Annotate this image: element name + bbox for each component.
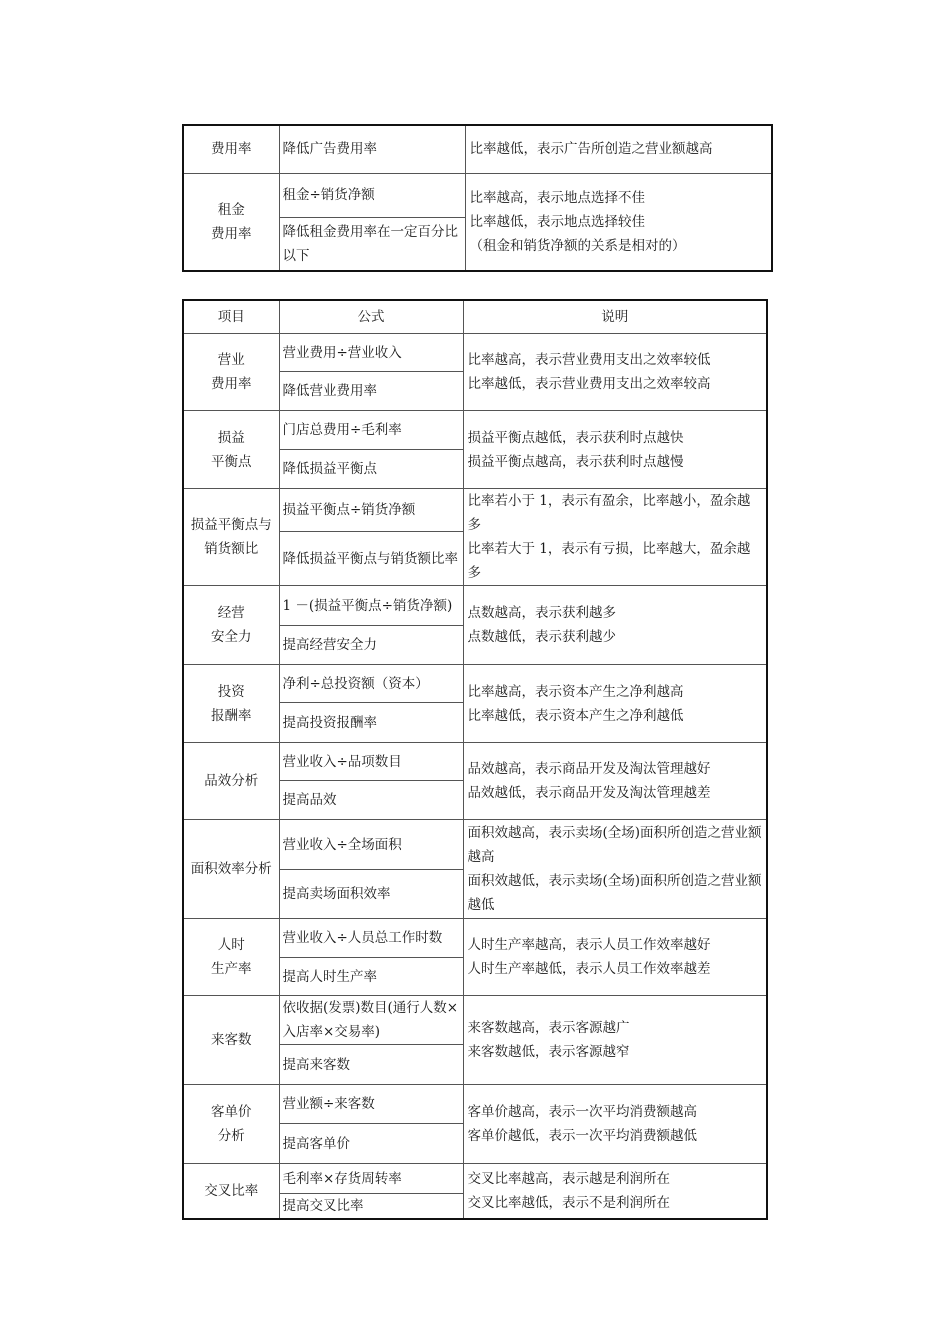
desc-cell xyxy=(463,411,767,489)
item-label-line: 费用率 xyxy=(211,376,252,392)
item-label-line: 生产率 xyxy=(211,961,252,977)
desc-cell xyxy=(463,665,767,743)
formula-cell: 降低损益平衡点 xyxy=(279,450,463,489)
desc-line: 来客数越低，表示客源越窄 xyxy=(467,1044,630,1060)
item-label-line: 平衡点 xyxy=(211,453,252,470)
formula-cell: 营业收入÷全场面积 xyxy=(279,820,463,870)
desc-line: 面积效越高，表示卖场(全场)面积所创造之营业额越高 xyxy=(467,825,762,865)
desc-line: 比率越低，表示地点选择较佳 xyxy=(469,213,645,230)
item-label-line: 人时 xyxy=(217,937,245,953)
desc-cell xyxy=(463,1164,767,1220)
item-cell xyxy=(183,411,279,489)
desc-cell xyxy=(463,334,767,411)
desc-cell xyxy=(463,586,767,665)
desc-line: 交叉比率越高，表示越是利润所在 xyxy=(467,1171,670,1187)
item-cell xyxy=(183,820,279,919)
top-ratio-table xyxy=(182,124,773,272)
formula-cell: 净利÷总投资额（资本） xyxy=(279,665,463,703)
formula-cell: 降低广告费用率 xyxy=(279,125,465,173)
desc-line: 客单价越低，表示一次平均消费额越低 xyxy=(467,1128,697,1144)
desc-cell xyxy=(465,173,772,271)
item-cell xyxy=(183,1085,279,1164)
desc-line: 损益平衡点越高，表示获利时点越慢 xyxy=(467,453,684,470)
desc-line: 比率若小于 1，表示有盈余，比率越小，盈余越多 xyxy=(467,493,751,533)
desc-line: 点数越高，表示获利越多 xyxy=(467,605,616,621)
formula-cell: 损益平衡点÷销货净额 xyxy=(279,489,463,532)
formula-cell: 降低营业费用率 xyxy=(279,372,463,411)
item-cell xyxy=(183,173,279,271)
item-label-line: 销货额比 xyxy=(204,541,259,557)
formula-cell: 营业额÷来客数 xyxy=(279,1085,463,1124)
header-item: 项目 xyxy=(183,300,279,334)
desc-line: 人时生产率越高，表示人员工作效率越好 xyxy=(467,937,711,953)
formula-cell: 提高卖场面积效率 xyxy=(279,870,463,919)
item-cell xyxy=(183,489,279,586)
item-label-line: 报酬率 xyxy=(211,707,252,724)
item-cell xyxy=(183,996,279,1085)
formula-cell: 营业收入÷品项数目 xyxy=(279,743,463,781)
item-label-line: 分析 xyxy=(217,1128,245,1144)
formula-cell: 营业费用÷营业收入 xyxy=(279,334,463,372)
item-cell xyxy=(183,919,279,996)
desc-line: 损益平衡点越低，表示获利时点越快 xyxy=(467,429,684,446)
item-label-line: 品效分析 xyxy=(204,773,259,789)
item-cell xyxy=(183,586,279,665)
formula-cell: 提高品效 xyxy=(279,781,463,820)
desc-line: 比率越低，表示广告所创造之营业额越高 xyxy=(469,141,713,158)
item-cell xyxy=(183,743,279,820)
item-label-line2: 费用率 xyxy=(211,225,252,242)
item-label-line: 损益平衡点与 xyxy=(190,517,272,533)
formula-cell: 门店总费用÷毛利率 xyxy=(279,411,463,450)
desc-line: 比率越低，表示营业费用支出之效率较高 xyxy=(467,376,711,392)
header-desc: 说明 xyxy=(463,300,767,334)
formula-cell: 提高人时生产率 xyxy=(279,958,463,996)
formula-cell: 毛利率×存货周转率 xyxy=(279,1164,463,1194)
item-cell xyxy=(183,334,279,411)
desc-line: 交叉比率越低，表示不是利润所在 xyxy=(467,1195,670,1211)
item-cell: 费用率 xyxy=(183,125,279,173)
desc-line: 品效越高，表示商品开发及淘汰管理越好 xyxy=(467,761,711,777)
item-cell xyxy=(183,665,279,743)
item-label-line: 安全力 xyxy=(211,629,252,645)
header-formula: 公式 xyxy=(279,300,463,334)
desc-cell xyxy=(463,743,767,820)
desc-cell xyxy=(463,919,767,996)
item-label-line: 面积效率分析 xyxy=(190,861,272,877)
formula-cell: 提高来客数 xyxy=(279,1045,463,1085)
desc-cell xyxy=(463,489,767,586)
formula-cell: 1 －(损益平衡点÷销货净额) xyxy=(279,586,463,626)
formula-cell: 提高交叉比率 xyxy=(279,1194,463,1220)
desc-line: 点数越低，表示获利越少 xyxy=(467,629,616,645)
item-cell xyxy=(183,1164,279,1220)
item-label-line: 客单价 xyxy=(211,1104,252,1120)
formula-cell: 提高投资报酬率 xyxy=(279,703,463,743)
desc-line: 比率越高，表示资本产生之净利越高 xyxy=(467,683,684,700)
desc-line: 比率越高，表示营业费用支出之效率较低 xyxy=(467,352,711,368)
formula-cell: 提高客单价 xyxy=(279,1124,463,1164)
formula-cell: 降低租金费用率在一定百分比以下 xyxy=(279,217,465,271)
desc-line: 面积效越低，表示卖场(全场)面积所创造之营业额越低 xyxy=(467,873,762,913)
desc-line: 比率若大于 1，表示有亏损，比率越大，盈余越多 xyxy=(467,541,751,581)
item-label-line: 营业 xyxy=(217,352,245,368)
formula-cell: 降低损益平衡点与销货额比率 xyxy=(279,532,463,586)
formula-cell: 依收据(发票)数目(通行人数×入店率×交易率) xyxy=(279,996,463,1045)
formula-cell: 营业收入÷人员总工作时数 xyxy=(279,919,463,958)
desc-line: 客单价越高，表示一次平均消费额越高 xyxy=(467,1104,697,1120)
desc-line: 比率越高，表示地点选择不佳 xyxy=(469,189,645,206)
item-label-line: 投资 xyxy=(217,683,245,700)
desc-cell xyxy=(463,1085,767,1164)
desc-line: （租金和销货净额的关系是相对的） xyxy=(469,237,686,254)
desc-cell xyxy=(463,996,767,1085)
item-label-line: 经营 xyxy=(217,605,245,621)
desc-line: 比率越低，表示资本产生之净利越低 xyxy=(467,707,684,724)
desc-line: 品效越低，表示商品开发及淘汰管理越差 xyxy=(467,785,711,801)
desc-cell xyxy=(463,820,767,919)
item-label-line1: 租金 xyxy=(217,201,245,218)
item-label-line: 来客数 xyxy=(211,1032,252,1048)
item-label-line: 交叉比率 xyxy=(204,1183,259,1199)
item-label-line: 损益 xyxy=(217,429,245,446)
ratio-analysis-table xyxy=(182,299,768,1220)
formula-cell: 租金÷销货净额 xyxy=(279,173,465,217)
desc-cell xyxy=(465,125,772,173)
desc-line: 人时生产率越低，表示人员工作效率越差 xyxy=(467,961,711,977)
desc-line: 来客数越高，表示客源越广 xyxy=(467,1020,630,1036)
formula-cell: 提高经营安全力 xyxy=(279,626,463,665)
